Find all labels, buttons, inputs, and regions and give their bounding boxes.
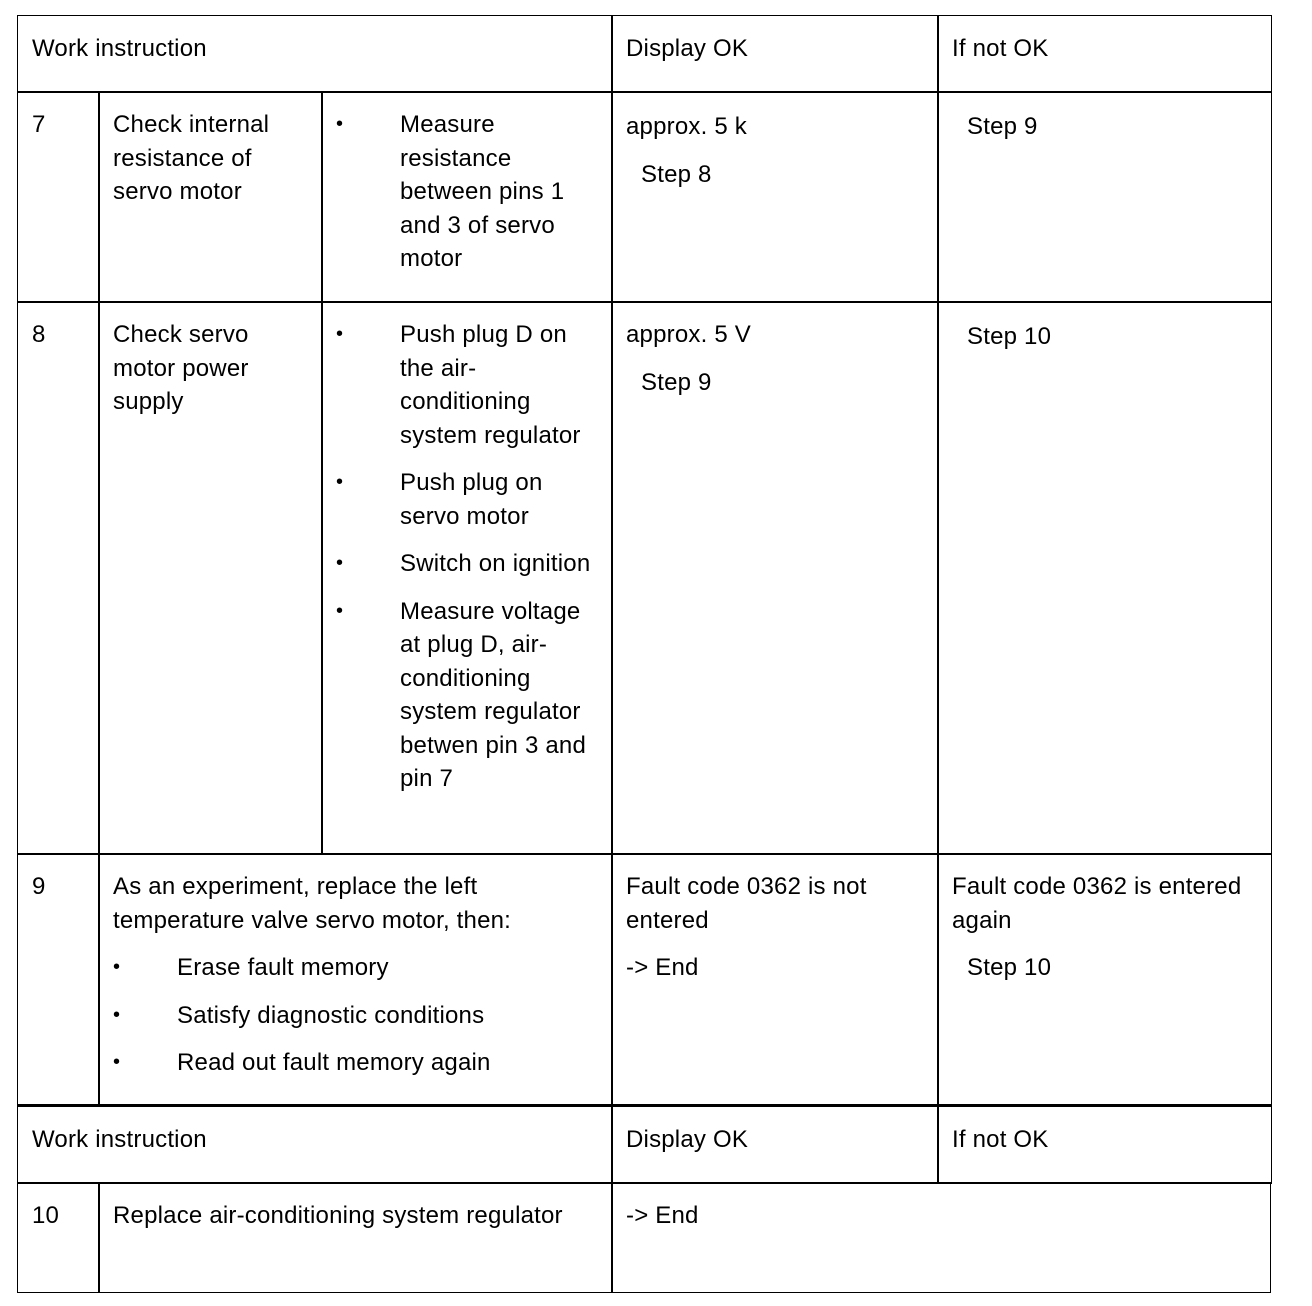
bullet-text: Push plug D on the air-conditioning system regulator xyxy=(400,321,581,449)
bullet-icon: • xyxy=(336,113,344,135)
header-display-ok xyxy=(611,15,939,93)
row-10-display-ok xyxy=(611,1182,1271,1293)
header-if-not-ok xyxy=(937,15,1272,93)
step-number: 10 xyxy=(32,1202,60,1229)
if-not-ok-value: Fault code 0362 is entered again xyxy=(952,873,1242,934)
bullet-text: Measure resistance between pins 1 and 3 of servo motor xyxy=(400,111,565,272)
row-9-step-number xyxy=(17,853,100,1106)
bullet-text: Read out fault memory again xyxy=(177,1049,491,1076)
header-work-instruction-label: Work instruction xyxy=(32,1126,207,1153)
row-9-if-not-ok xyxy=(937,853,1272,1106)
bullet-item xyxy=(113,999,598,1033)
display-ok-value: -> End xyxy=(626,1202,699,1229)
header-display-ok xyxy=(611,1104,939,1184)
step-number: 8 xyxy=(32,321,46,348)
if-not-ok-next-step: Step 9 xyxy=(967,113,1038,140)
header-if-not-ok-label: If not OK xyxy=(952,1126,1049,1153)
bullet-text: Push plug on servo motor xyxy=(400,469,543,530)
bullet-icon: • xyxy=(336,323,344,345)
header-display-ok-label: Display OK xyxy=(626,1126,749,1153)
bullet-item xyxy=(336,318,606,452)
display-ok-value: approx. 5 V xyxy=(626,321,751,348)
bullet-item xyxy=(336,547,606,581)
row-8-if-not-ok xyxy=(937,301,1272,855)
step-title: Check internal resistance of servo motor xyxy=(113,111,270,205)
bullet-icon: • xyxy=(336,599,344,622)
header-display-ok-label: Display OK xyxy=(626,35,749,62)
row-7-title xyxy=(98,91,323,303)
display-ok-next-step: Step 8 xyxy=(641,160,712,188)
header-work-instruction xyxy=(17,1104,613,1184)
if-not-ok-next-step: Step 10 xyxy=(967,954,1052,981)
step-number: 9 xyxy=(32,873,46,900)
display-ok-next-step: Step 9 xyxy=(641,368,712,396)
bullet-text: Satisfy diagnostic conditions xyxy=(177,1001,485,1029)
row-8-instructions xyxy=(321,301,613,855)
header-work-instruction xyxy=(17,15,613,93)
bullet-text: Erase fault memory xyxy=(177,954,389,981)
header-if-not-ok-label: If not OK xyxy=(952,35,1049,62)
row-9-display-ok xyxy=(611,853,939,1106)
bullet-item xyxy=(113,951,598,985)
bullet-text: Switch on ignition xyxy=(400,550,591,577)
step-number: 7 xyxy=(32,111,46,138)
if-not-ok-next-step: Step 10 xyxy=(967,323,1052,350)
bullet-item xyxy=(336,466,606,533)
bullet-text: Measure voltage at plug D, air-conditioning system regulator betwen pin 3 and pin 7 xyxy=(400,597,587,792)
bullet-icon: • xyxy=(336,552,344,574)
row-7-if-not-ok xyxy=(937,91,1272,303)
bullet-item xyxy=(336,108,606,276)
row-8-display-ok xyxy=(611,301,939,855)
bullet-icon: • xyxy=(113,1003,121,1026)
bullet-item xyxy=(113,1046,598,1080)
row-7-instructions xyxy=(321,91,613,303)
row-8-title xyxy=(98,301,323,855)
row-7-display-ok xyxy=(611,91,939,303)
bullet-icon: • xyxy=(336,471,344,493)
bullet-icon: • xyxy=(113,1051,121,1073)
display-ok-value: approx. 5 k xyxy=(626,113,747,140)
row-7-step-number xyxy=(17,91,100,303)
bullet-list xyxy=(113,951,598,1080)
row-10-title xyxy=(98,1182,613,1293)
header-if-not-ok xyxy=(937,1104,1272,1184)
display-ok-value: Fault code 0362 is not entered xyxy=(626,873,867,934)
step-title: Replace air-conditioning system regulator xyxy=(113,1202,563,1229)
row-9-instructions xyxy=(98,853,613,1106)
step-title: As an experiment, replace the left temperature valve servo motor, then: xyxy=(113,873,512,934)
header-work-instruction-label: Work instruction xyxy=(32,35,207,62)
row-10-step-number xyxy=(17,1182,100,1293)
row-8-step-number xyxy=(17,301,100,855)
bullet-item xyxy=(336,595,606,796)
display-ok-next-step: -> End xyxy=(626,954,699,981)
step-title: Check servo motor power supply xyxy=(113,321,249,415)
bullet-icon: • xyxy=(113,956,121,978)
